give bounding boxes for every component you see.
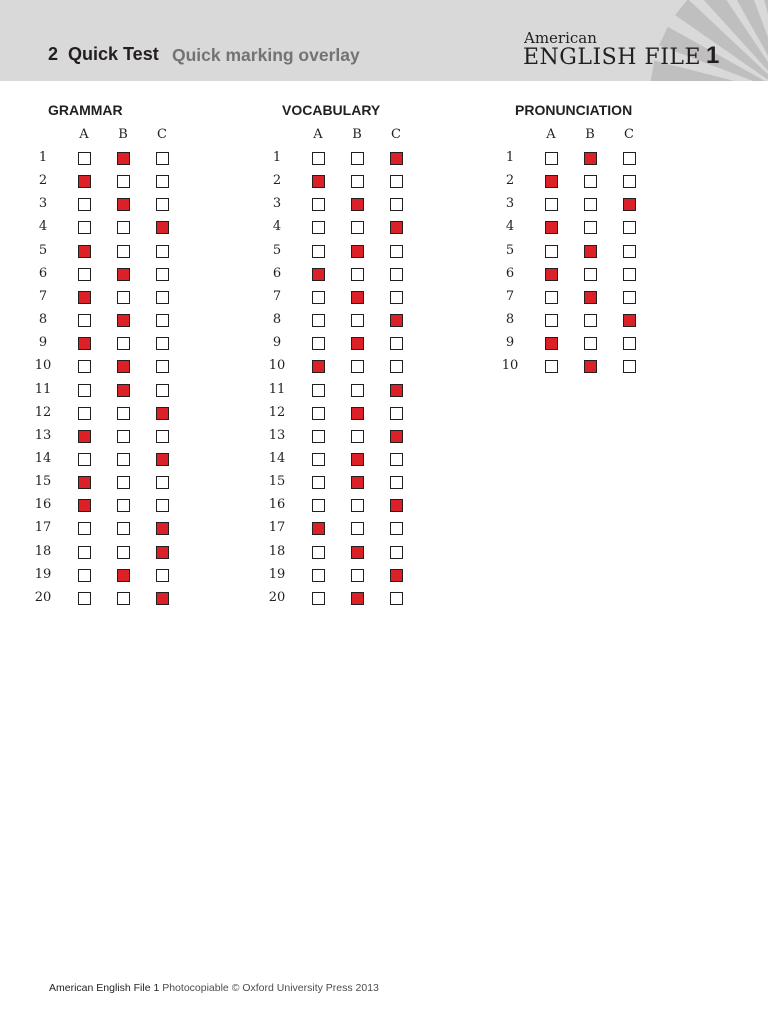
answer-box-marked xyxy=(351,407,364,420)
question-number: 15 xyxy=(268,474,286,490)
question-number: 20 xyxy=(268,589,286,605)
question-number: 20 xyxy=(34,589,52,605)
answer-box xyxy=(156,430,169,443)
answer-box xyxy=(351,221,364,234)
answer-row xyxy=(505,312,715,328)
answer-row xyxy=(505,196,715,212)
answer-box xyxy=(623,268,636,281)
question-number: 9 xyxy=(505,335,515,351)
question-number: 17 xyxy=(268,520,286,536)
answer-box xyxy=(351,314,364,327)
answer-box xyxy=(156,569,169,582)
answer-row xyxy=(34,404,248,421)
answer-row xyxy=(272,265,482,282)
section-title: PRONUNCIATION xyxy=(515,102,633,118)
answer-box xyxy=(156,499,169,512)
answer-box xyxy=(584,337,597,350)
answer-box-marked xyxy=(584,360,597,373)
question-number: 14 xyxy=(34,450,52,466)
answer-box xyxy=(390,175,403,188)
answer-box-marked xyxy=(156,592,169,605)
answer-box xyxy=(312,221,325,234)
answer-box-marked xyxy=(390,569,403,582)
footer-copyright: Photocopiable © Oxford University Press 2013 xyxy=(162,982,379,994)
answer-box xyxy=(623,291,636,304)
answer-box-marked xyxy=(117,268,130,281)
question-number: 10 xyxy=(268,358,286,374)
answer-row xyxy=(34,450,248,467)
answer-box xyxy=(117,245,130,258)
question-number: 11 xyxy=(34,381,52,397)
question-number: 16 xyxy=(34,497,52,513)
answer-box xyxy=(584,198,597,211)
answer-box xyxy=(390,245,403,258)
answer-row xyxy=(268,520,482,536)
answer-box xyxy=(312,476,325,489)
answer-box-marked xyxy=(623,198,636,211)
answer-box xyxy=(312,384,325,397)
answer-box xyxy=(156,175,169,188)
answer-box xyxy=(78,569,91,582)
answer-box xyxy=(390,337,403,350)
answer-box-marked xyxy=(351,245,364,258)
answer-box xyxy=(117,546,130,559)
answer-box-marked xyxy=(390,221,403,234)
question-number: 18 xyxy=(34,543,52,559)
answer-box xyxy=(156,337,169,350)
question-number: 3 xyxy=(38,196,48,212)
answer-row xyxy=(268,450,482,467)
footer-book-title: American English File 1 xyxy=(49,982,160,994)
answer-row xyxy=(268,404,482,421)
answer-box-marked xyxy=(390,384,403,397)
answer-row xyxy=(34,543,248,560)
answer-box xyxy=(78,592,91,605)
section-title: GRAMMAR xyxy=(48,102,123,118)
option-header-a: A xyxy=(79,127,89,142)
section-title: VOCABULARY xyxy=(282,102,381,118)
answer-row xyxy=(268,566,482,583)
answer-row xyxy=(38,173,248,189)
answer-box xyxy=(390,476,403,489)
answer-box xyxy=(584,314,597,327)
page-footer xyxy=(49,982,379,994)
answer-box xyxy=(584,221,597,234)
option-header-a: A xyxy=(546,127,556,142)
answer-box xyxy=(351,569,364,582)
answer-box xyxy=(312,152,325,165)
answer-box-marked xyxy=(390,499,403,512)
answer-row xyxy=(38,335,248,351)
answer-row xyxy=(505,173,715,189)
answer-box xyxy=(156,476,169,489)
answer-box-marked xyxy=(156,407,169,420)
answer-box xyxy=(117,592,130,605)
answer-box xyxy=(78,546,91,559)
answer-box xyxy=(312,407,325,420)
question-number: 10 xyxy=(501,358,519,374)
question-number: 10 xyxy=(34,358,52,374)
answer-box-marked xyxy=(584,291,597,304)
answer-row xyxy=(34,497,248,513)
answer-row xyxy=(268,497,482,513)
answer-box xyxy=(312,430,325,443)
answer-box-marked xyxy=(351,546,364,559)
answer-row xyxy=(272,196,482,212)
answer-box xyxy=(78,360,91,373)
question-number: 4 xyxy=(272,219,282,235)
answer-box xyxy=(623,245,636,258)
answer-row xyxy=(38,219,248,235)
answer-box xyxy=(312,245,325,258)
question-number: 6 xyxy=(505,265,515,281)
answer-box-marked xyxy=(78,499,91,512)
answer-row xyxy=(268,427,482,444)
option-header-c: C xyxy=(624,127,634,142)
option-header-b: B xyxy=(118,127,128,142)
answer-box-marked xyxy=(351,198,364,211)
option-header-a: A xyxy=(313,127,323,142)
answer-box xyxy=(312,546,325,559)
answer-box xyxy=(623,221,636,234)
answer-box xyxy=(78,407,91,420)
answer-row xyxy=(34,358,248,374)
question-number: 13 xyxy=(268,427,286,443)
test-title: Quick Test xyxy=(68,44,159,64)
answer-box xyxy=(156,384,169,397)
question-number: 12 xyxy=(268,404,286,420)
answer-box xyxy=(390,453,403,466)
answer-box-marked xyxy=(117,152,130,165)
answer-box xyxy=(117,221,130,234)
answer-box xyxy=(78,198,91,211)
answer-box xyxy=(390,592,403,605)
answer-row xyxy=(38,196,248,212)
answer-row xyxy=(34,381,248,398)
option-header-b: B xyxy=(585,127,595,142)
answer-box xyxy=(584,268,597,281)
answer-box xyxy=(117,522,130,535)
answer-box xyxy=(545,198,558,211)
answer-box xyxy=(312,198,325,211)
answer-row xyxy=(38,288,248,305)
answer-row xyxy=(38,150,248,166)
answer-box xyxy=(156,291,169,304)
answer-box xyxy=(78,221,91,234)
answer-box xyxy=(312,499,325,512)
answer-box xyxy=(390,268,403,281)
answer-box-marked xyxy=(78,245,91,258)
answer-box xyxy=(156,198,169,211)
answer-row xyxy=(505,219,715,235)
answer-box xyxy=(117,407,130,420)
answer-box xyxy=(390,407,403,420)
answer-row xyxy=(34,589,248,606)
answer-box xyxy=(312,337,325,350)
question-number: 5 xyxy=(505,242,515,258)
answer-row xyxy=(505,335,715,351)
page-header xyxy=(0,0,768,81)
brand-logo-level: 1 xyxy=(706,42,720,69)
answer-row xyxy=(505,288,715,305)
answer-box-marked xyxy=(351,453,364,466)
answer-box xyxy=(351,499,364,512)
answer-box xyxy=(584,175,597,188)
answer-row xyxy=(272,312,482,328)
answer-box xyxy=(623,152,636,165)
answer-box xyxy=(351,360,364,373)
question-number: 8 xyxy=(505,312,515,328)
answer-box xyxy=(312,592,325,605)
question-number: 1 xyxy=(505,150,515,165)
question-number: 7 xyxy=(38,288,48,304)
answer-box xyxy=(312,291,325,304)
answer-box xyxy=(117,337,130,350)
answer-box xyxy=(78,152,91,165)
test-number: 2 xyxy=(48,44,59,64)
question-number: 18 xyxy=(268,543,286,559)
answer-box xyxy=(351,268,364,281)
answer-row xyxy=(505,150,715,166)
brand-logo-title: ENGLISH FILE xyxy=(523,45,702,70)
question-number: 6 xyxy=(38,265,48,281)
answer-box-marked xyxy=(584,245,597,258)
option-header-c: C xyxy=(157,127,167,142)
answer-box xyxy=(78,314,91,327)
answer-row xyxy=(38,265,248,282)
answer-box-marked xyxy=(78,476,91,489)
answer-box xyxy=(156,245,169,258)
answer-box xyxy=(78,453,91,466)
question-number: 4 xyxy=(38,219,48,235)
answer-row xyxy=(272,242,482,259)
question-number: 14 xyxy=(268,450,286,466)
answer-box-marked xyxy=(545,268,558,281)
answer-row xyxy=(34,566,248,583)
question-number: 5 xyxy=(38,242,48,258)
answer-box xyxy=(156,360,169,373)
answer-row xyxy=(268,381,482,398)
answer-row xyxy=(272,219,482,235)
question-number: 1 xyxy=(38,150,48,165)
answer-box xyxy=(390,291,403,304)
answer-box-marked xyxy=(545,337,558,350)
answer-row xyxy=(268,474,482,490)
answer-row xyxy=(268,543,482,560)
question-number: 2 xyxy=(272,173,282,189)
answer-row xyxy=(272,173,482,189)
answer-box-marked xyxy=(545,175,558,188)
answer-box xyxy=(156,314,169,327)
question-number: 8 xyxy=(272,312,282,328)
answer-box-marked xyxy=(623,314,636,327)
question-number: 7 xyxy=(505,288,515,304)
answer-box-marked xyxy=(156,522,169,535)
answer-box xyxy=(390,360,403,373)
answer-box-marked xyxy=(312,175,325,188)
question-number: 9 xyxy=(272,335,282,351)
answer-box xyxy=(117,453,130,466)
answer-row xyxy=(34,520,248,536)
answer-box xyxy=(623,337,636,350)
answer-row xyxy=(268,589,482,606)
answer-box xyxy=(156,268,169,281)
answer-row xyxy=(272,335,482,351)
answer-box xyxy=(545,314,558,327)
question-number: 3 xyxy=(272,196,282,212)
brand-logo-top: American xyxy=(524,29,597,47)
question-number: 1 xyxy=(272,150,282,165)
answer-box xyxy=(351,175,364,188)
question-number: 9 xyxy=(38,335,48,351)
answer-box xyxy=(78,268,91,281)
answer-box-marked xyxy=(156,546,169,559)
answer-box xyxy=(312,569,325,582)
answer-row xyxy=(34,474,248,490)
question-number: 16 xyxy=(268,497,286,513)
answer-box-marked xyxy=(78,430,91,443)
answer-box-marked xyxy=(390,314,403,327)
answer-row xyxy=(34,427,248,444)
answer-box-marked xyxy=(351,592,364,605)
answer-box-marked xyxy=(390,152,403,165)
answer-row xyxy=(38,242,248,259)
answer-box-marked xyxy=(117,384,130,397)
answer-box xyxy=(78,522,91,535)
question-number: 11 xyxy=(268,381,286,397)
question-number: 6 xyxy=(272,265,282,281)
answer-box xyxy=(545,360,558,373)
answer-row xyxy=(38,312,248,328)
answer-box xyxy=(117,476,130,489)
question-number: 12 xyxy=(34,404,52,420)
answer-box-marked xyxy=(312,522,325,535)
answer-box-marked xyxy=(351,291,364,304)
answer-box xyxy=(623,175,636,188)
answer-box xyxy=(156,152,169,165)
answer-box xyxy=(117,291,130,304)
answer-box xyxy=(117,430,130,443)
question-number: 19 xyxy=(34,566,52,582)
option-header-b: B xyxy=(352,127,362,142)
answer-box-marked xyxy=(78,175,91,188)
answer-row xyxy=(505,265,715,282)
answer-box xyxy=(351,522,364,535)
question-number: 19 xyxy=(268,566,286,582)
answer-box xyxy=(312,453,325,466)
answer-row xyxy=(505,242,715,259)
answer-box-marked xyxy=(117,360,130,373)
answer-box-marked xyxy=(351,476,364,489)
answer-box-marked xyxy=(117,314,130,327)
answer-box xyxy=(351,430,364,443)
answer-box-marked xyxy=(545,221,558,234)
answer-box xyxy=(390,546,403,559)
answer-box-marked xyxy=(351,337,364,350)
answer-box-marked xyxy=(117,569,130,582)
question-number: 7 xyxy=(272,288,282,304)
answer-box xyxy=(545,152,558,165)
answer-box-marked xyxy=(312,268,325,281)
question-number: 4 xyxy=(505,219,515,235)
answer-box xyxy=(78,384,91,397)
question-number: 5 xyxy=(272,242,282,258)
question-number: 13 xyxy=(34,427,52,443)
answer-box-marked xyxy=(117,198,130,211)
question-number: 3 xyxy=(505,196,515,212)
answer-box-marked xyxy=(156,221,169,234)
question-number: 8 xyxy=(38,312,48,328)
question-number: 15 xyxy=(34,474,52,490)
answer-box xyxy=(390,522,403,535)
answer-box xyxy=(117,175,130,188)
answer-box xyxy=(117,499,130,512)
question-number: 17 xyxy=(34,520,52,536)
answer-row xyxy=(272,288,482,305)
answer-box-marked xyxy=(156,453,169,466)
answer-box-marked xyxy=(390,430,403,443)
answer-box xyxy=(545,245,558,258)
answer-box-marked xyxy=(584,152,597,165)
test-subtitle: Quick marking overlay xyxy=(172,45,360,65)
option-header-c: C xyxy=(391,127,401,142)
question-number: 2 xyxy=(38,173,48,189)
answer-box-marked xyxy=(312,360,325,373)
answer-box xyxy=(390,198,403,211)
answer-box xyxy=(351,384,364,397)
answer-box xyxy=(623,360,636,373)
answer-box xyxy=(312,314,325,327)
answer-box xyxy=(351,152,364,165)
answer-box-marked xyxy=(78,337,91,350)
answer-row xyxy=(272,150,482,166)
question-number: 2 xyxy=(505,173,515,189)
answer-row xyxy=(501,358,715,374)
answer-box-marked xyxy=(78,291,91,304)
answer-box xyxy=(545,291,558,304)
answer-row xyxy=(268,358,482,374)
